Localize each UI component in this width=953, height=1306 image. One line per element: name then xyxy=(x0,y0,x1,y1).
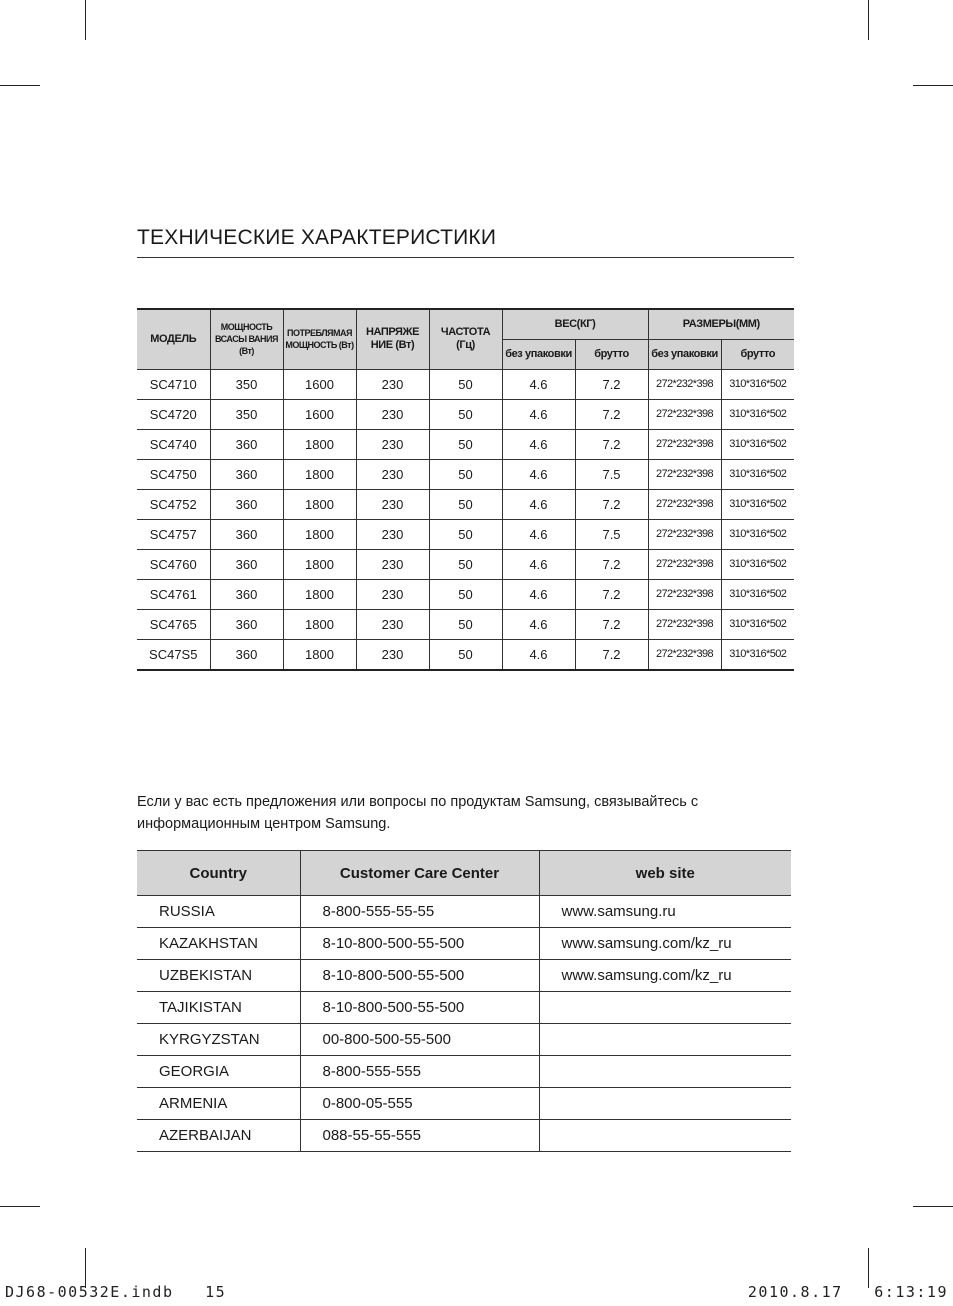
table-cell: 4.6 xyxy=(502,369,575,399)
crop-mark xyxy=(0,85,40,86)
table-cell: 360 xyxy=(210,609,283,639)
table-cell: SC4720 xyxy=(137,399,210,429)
web-site-link[interactable]: www.samsung.com/kz_ru xyxy=(539,960,791,992)
table-cell: 1800 xyxy=(283,459,356,489)
table-cell: 310*316*502 xyxy=(721,459,794,489)
table-cell: 272*232*398 xyxy=(648,579,721,609)
table-cell: 1800 xyxy=(283,519,356,549)
table-cell: 7.5 xyxy=(575,519,648,549)
table-row xyxy=(137,429,794,459)
table-cell: 230 xyxy=(356,369,429,399)
table-cell: SC47S5 xyxy=(137,639,210,670)
header-suction-power: МОЩНОСТЬ ВСАСЫ ВАНИЯ (Вт) xyxy=(210,309,283,369)
table-cell: AZERBAIJAN xyxy=(137,1120,300,1152)
table-cell: 50 xyxy=(429,369,502,399)
print-file-name: DJ68-00532E.indb 15 xyxy=(5,1283,227,1301)
table-cell: SC4760 xyxy=(137,549,210,579)
table-cell: 8-10-800-500-55-500 xyxy=(300,992,539,1024)
table-cell: KYRGYZSTAN xyxy=(137,1024,300,1056)
table-cell: 0-800-05-555 xyxy=(300,1088,539,1120)
table-row xyxy=(137,960,791,992)
crop-mark xyxy=(85,1248,86,1288)
table-cell: 350 xyxy=(210,369,283,399)
table-cell: 230 xyxy=(356,639,429,670)
crop-mark xyxy=(913,85,953,86)
table-cell: 310*316*502 xyxy=(721,399,794,429)
web-site-link[interactable]: www.samsung.com/kz_ru xyxy=(539,928,791,960)
table-cell: 50 xyxy=(429,489,502,519)
web-site-link xyxy=(539,1120,791,1152)
crop-mark xyxy=(913,1206,953,1207)
table-cell: SC4750 xyxy=(137,459,210,489)
table-cell: 50 xyxy=(429,459,502,489)
table-row xyxy=(137,1120,791,1152)
table-cell: 272*232*398 xyxy=(648,369,721,399)
contact-note: Если у вас есть предложения или вопросы по продуктам Samsung, связывайтесь с информационным центром Samsung. xyxy=(137,794,699,832)
header-web-site: web site xyxy=(539,851,791,896)
table-cell: 272*232*398 xyxy=(648,429,721,459)
table-cell: SC4765 xyxy=(137,609,210,639)
table-cell: 360 xyxy=(210,579,283,609)
table-row xyxy=(137,459,794,489)
table-cell: 230 xyxy=(356,579,429,609)
table-cell: 310*316*502 xyxy=(721,519,794,549)
table-cell: 4.6 xyxy=(502,579,575,609)
table-cell: 50 xyxy=(429,429,502,459)
table-row xyxy=(137,928,791,960)
table-cell: 360 xyxy=(210,639,283,670)
table-cell: 7.2 xyxy=(575,429,648,459)
table-cell: 310*316*502 xyxy=(721,609,794,639)
table-cell: 360 xyxy=(210,549,283,579)
table-cell: 50 xyxy=(429,639,502,670)
table-cell: 7.2 xyxy=(575,369,648,399)
table-cell: 4.6 xyxy=(502,399,575,429)
table-cell: SC4761 xyxy=(137,579,210,609)
table-cell: 310*316*502 xyxy=(721,489,794,519)
table-cell: 230 xyxy=(356,459,429,489)
table-cell: 310*316*502 xyxy=(721,429,794,459)
table-cell: 1800 xyxy=(283,489,356,519)
table-cell: 1800 xyxy=(283,429,356,459)
table-cell: SC4752 xyxy=(137,489,210,519)
header-weight-net: без упаковки xyxy=(502,339,575,369)
crop-mark xyxy=(85,0,86,40)
table-cell: 1800 xyxy=(283,549,356,579)
table-cell: 310*316*502 xyxy=(721,549,794,579)
table-cell: 50 xyxy=(429,519,502,549)
table-cell: 230 xyxy=(356,549,429,579)
table-cell: 272*232*398 xyxy=(648,609,721,639)
table-cell: 4.6 xyxy=(502,639,575,670)
table-cell: 272*232*398 xyxy=(648,399,721,429)
table-cell: 1600 xyxy=(283,369,356,399)
table-cell: SC4710 xyxy=(137,369,210,399)
table-cell: 50 xyxy=(429,609,502,639)
table-cell: 360 xyxy=(210,429,283,459)
table-row xyxy=(137,639,794,670)
table-cell: 4.6 xyxy=(502,489,575,519)
table-cell: 088-55-55-555 xyxy=(300,1120,539,1152)
header-model: МОДЕЛЬ xyxy=(137,309,210,369)
table-row xyxy=(137,579,794,609)
table-cell: 8-10-800-500-55-500 xyxy=(300,960,539,992)
table-cell: 1600 xyxy=(283,399,356,429)
table-cell: GEORGIA xyxy=(137,1056,300,1088)
page-title: ТЕХНИЧЕСКИЕ ХАРАКТЕРИСТИКИ xyxy=(137,226,794,258)
table-row xyxy=(137,399,794,429)
table-cell: 4.6 xyxy=(502,609,575,639)
table-cell: 7.2 xyxy=(575,399,648,429)
table-cell: 8-800-555-55-55 xyxy=(300,896,539,928)
contacts-table xyxy=(137,850,791,1152)
table-cell: 310*316*502 xyxy=(721,579,794,609)
table-row xyxy=(137,549,794,579)
header-care-center: Customer Care Center xyxy=(300,851,539,896)
web-site-link xyxy=(539,1088,791,1120)
table-row xyxy=(137,992,791,1024)
table-row xyxy=(137,609,794,639)
table-cell: UZBEKISTAN xyxy=(137,960,300,992)
table-cell: 310*316*502 xyxy=(721,369,794,399)
table-cell: 360 xyxy=(210,459,283,489)
table-cell: 4.6 xyxy=(502,519,575,549)
table-cell: 350 xyxy=(210,399,283,429)
spec-table-body xyxy=(137,369,794,670)
table-row xyxy=(137,369,794,399)
table-row xyxy=(137,519,794,549)
header-weight: ВЕС(КГ) xyxy=(502,309,648,339)
table-cell: ARMENIA xyxy=(137,1088,300,1120)
header-frequency: ЧАСТОТА (Гц) xyxy=(429,309,502,369)
spec-table xyxy=(137,308,794,671)
table-cell: 50 xyxy=(429,579,502,609)
table-row xyxy=(137,1088,791,1120)
web-site-link xyxy=(539,1024,791,1056)
table-cell: 1800 xyxy=(283,609,356,639)
web-site-link[interactable]: www.samsung.ru xyxy=(539,896,791,928)
crop-mark xyxy=(868,1248,869,1288)
table-cell: 7.2 xyxy=(575,639,648,670)
table-cell: SC4740 xyxy=(137,429,210,459)
table-row xyxy=(137,896,791,928)
table-cell: TAJIKISTAN xyxy=(137,992,300,1024)
table-cell: 50 xyxy=(429,549,502,579)
table-cell: 7.2 xyxy=(575,609,648,639)
table-cell: 272*232*398 xyxy=(648,489,721,519)
header-dims-net: без упаковки xyxy=(648,339,721,369)
table-cell: 230 xyxy=(356,429,429,459)
table-cell: 8-800-555-555 xyxy=(300,1056,539,1088)
header-dimensions: РАЗМЕРЫ(ММ) xyxy=(648,309,794,339)
table-cell: 7.2 xyxy=(575,549,648,579)
header-dims-gross: брутто xyxy=(721,339,794,369)
table-cell: 230 xyxy=(356,399,429,429)
table-cell: 8-10-800-500-55-500 xyxy=(300,928,539,960)
table-cell: 50 xyxy=(429,399,502,429)
web-site-link xyxy=(539,992,791,1024)
table-cell: 4.6 xyxy=(502,549,575,579)
table-cell: 230 xyxy=(356,519,429,549)
table-cell: KAZAKHSTAN xyxy=(137,928,300,960)
contacts-table-body xyxy=(137,896,791,1152)
print-timestamp: 2010.8.17 6:13:19 xyxy=(747,1283,948,1301)
header-country: Country xyxy=(137,851,300,896)
table-cell: 272*232*398 xyxy=(648,459,721,489)
table-cell: 7.5 xyxy=(575,459,648,489)
table-cell: 272*232*398 xyxy=(648,549,721,579)
table-row xyxy=(137,1024,791,1056)
table-cell: 272*232*398 xyxy=(648,639,721,670)
table-cell: 1800 xyxy=(283,639,356,670)
table-cell: 4.6 xyxy=(502,459,575,489)
table-row xyxy=(137,1056,791,1088)
table-cell: 360 xyxy=(210,519,283,549)
table-cell: 230 xyxy=(356,489,429,519)
table-cell: 7.2 xyxy=(575,579,648,609)
table-cell: 310*316*502 xyxy=(721,639,794,670)
header-voltage: НАПРЯЖЕ НИЕ (Вт) xyxy=(356,309,429,369)
header-consumed-power: ПОТРЕБЛЯМАЯ МОЩНОСТЬ (Вт) xyxy=(283,309,356,369)
table-cell: 230 xyxy=(356,609,429,639)
table-row xyxy=(137,489,794,519)
table-cell: 7.2 xyxy=(575,489,648,519)
crop-mark xyxy=(868,0,869,40)
table-cell: 00-800-500-55-500 xyxy=(300,1024,539,1056)
table-cell: 4.6 xyxy=(502,429,575,459)
table-cell: RUSSIA xyxy=(137,896,300,928)
header-weight-gross: брутто xyxy=(575,339,648,369)
table-cell: 272*232*398 xyxy=(648,519,721,549)
web-site-link xyxy=(539,1056,791,1088)
table-cell: SC4757 xyxy=(137,519,210,549)
table-cell: 1800 xyxy=(283,579,356,609)
crop-mark xyxy=(0,1206,40,1207)
table-cell: 360 xyxy=(210,489,283,519)
